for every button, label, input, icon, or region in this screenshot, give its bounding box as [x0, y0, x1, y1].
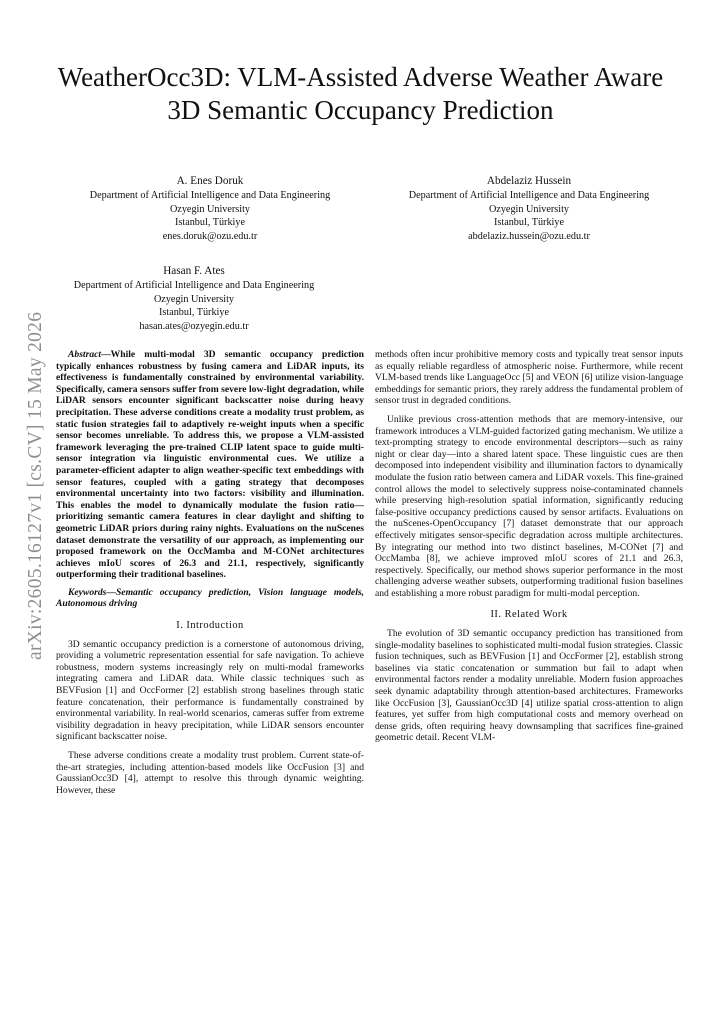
author-university: Ozyegin University	[169, 203, 251, 215]
author-email: abdelaziz.hussein@ozu.edu.tr	[468, 230, 590, 242]
author-email: hasan.ates@ozyegin.edu.tr	[139, 320, 249, 332]
author-name: Hasan F. Ates	[163, 265, 225, 277]
abstract-label: Abstract	[68, 349, 102, 360]
keywords-text: —Semantic occupancy prediction, Vision language models, Autonomous driving	[56, 586, 364, 610]
author-location: Istanbul, Türkiye	[494, 217, 564, 228]
author-department: Department of Artificial Intelligence and Data Engineering	[89, 190, 331, 201]
author-department: Department of Artificial Intelligence and Data Engineering	[408, 190, 650, 201]
author-location: Istanbul, Türkiye	[159, 307, 229, 318]
abstract	[56, 349, 364, 581]
author-block-1	[56, 174, 364, 243]
keywords-label: Keywords	[68, 586, 107, 598]
section-heading-introduction: I. Introduction	[176, 620, 244, 632]
section-heading-related-work: II. Related Work	[490, 609, 568, 621]
author-university: Ozyegin University	[153, 293, 235, 305]
left-column	[56, 349, 364, 796]
right-column	[375, 349, 683, 744]
author-block-3	[40, 264, 348, 333]
author-block-2	[375, 174, 683, 243]
paragraph: These adverse conditions create a modality trust problem. Current state-of-the-art strategies, including attention-based models like OccFusion [3] and GaussianOcc3D [4], attempt to resolve this through dynamic weighting. However, these	[56, 750, 364, 796]
paragraph: The evolution of 3D semantic occupancy prediction has transitioned from single-modality baselines to sophisticated multi-modal fusion strategies. Classic fusion techniques, such as BEVFusion [1] and OccFormer [2], establish strong baselines via static concatenation or summation but fail to adapt when environmental factors render a modality unreliable. Modern fusion approaches seek dynamic adaptability through attention-based architectures. Frameworks like OccFusion [3], GaussianOcc3D [4] utilize spatial cross-attention to align features, yet suffer from high computational costs and memory overhead on dense grids, often requiring heavy downsampling that sacrifices fine-grained geometric detail. Recent VLM-	[375, 628, 683, 744]
paragraph: methods often incur prohibitive memory costs and typically treat sensor inputs as equally reliable regardless of atmospheric noise. Furthermore, while recent VLM-based trends like LanguageOcc [5] and VEON [6] utilize vision-language embeddings for semantic priors, they rarely address the fundamental problem of sensor trust in degraded conditions.	[375, 349, 683, 407]
author-name: A. Enes Doruk	[176, 175, 244, 187]
author-name: Abdelaziz Hussein	[486, 175, 572, 187]
paragraph: 3D semantic occupancy prediction is a cornerstone of autonomous driving, providing a volumetric representation essential for safe navigation. To achieve robustness, modern systems increasingly rely on multi-modal frameworks integrating camera and LiDAR data. While classic techniques such as BEVFusion [1] and OccFormer [2] establish strong baselines through static feature concatenation, their performance is fundamentally constrained by environmental variability. In real-world scenarios, cameras suffer from extreme visibility degradation in heavy precipitation, while LiDAR sensors encounter significant backscatter noise.	[56, 638, 364, 743]
paper-title: WeatherOcc3D: VLM-Assisted Adverse Weather Aware 3D Semantic Occupancy Prediction	[57, 62, 664, 125]
paragraph: Unlike previous cross-attention methods that are memory-intensive, our framework introduces a VLM-guided factorized gating mechanism. We utilize a text-prompting strategy to encode environmental descriptors—such as rainy night or clear day—into a shared latent space. These linguistic cues are then decomposed into independent visibility and illumination factors to dynamically modulate the fusion ratio between camera and LiDAR voxels. This fine-grained control allows the model to selectively suppress noise-contaminated channels while preserving high-resolution spatial information, significantly reducing false-positive occupancy predictions caused by sensor artifacts. Evaluations on the nuScenes-OpenOccupancy [7] dataset demonstrate that our approach effectively mitigates sensor-specific degradation across multiple architectures. By integrating our method into two distinct baselines, M-CONet [7] and OccMamba [8], we achieve improved mIoU scores of 21.1 and 26.3, respectively. Specifically, our method shows superior performance in the most challenging adverse weather subsets, outperforming traditional fusion baselines and establishing a more robust paradigm for multi-modal perception.	[375, 413, 683, 599]
author-department: Department of Artificial Intelligence and Data Engineering	[73, 280, 315, 291]
keywords	[56, 587, 364, 610]
abstract-text: —While multi-modal 3D semantic occupancy prediction typically enhances robustness by fusing camera and LiDAR inputs, its effectiveness is fundamentally constrained by environmental variability. Specifically, camera sensors suffer from severe low-light degradation, while LiDAR sensors encounter significant backscatter noise during heavy precipitation. These adverse conditions create a modality trust problem, as static fusion strategies fail to adaptively re-weight inputs when a specific sensor becomes unreliable. To address this, we propose a VLM-assisted framework leveraging the pre-trained CLIP latent space to guide multi-sensor integration via linguistic environmental cues. We utilize a parameter-efficient adapter to align weather-specific text embeddings with sensor features, coupled with a gating strategy that decomposes environmental uncertainty into two factors: visibility and illumination. This enables the model to dynamically modulate the fusion ratio—prioritizing semantic camera features in clear daylight and shifting to geometric LiDAR priors during rainy nights. Evaluations on the nuScenes dataset demonstrate the versatility of our approach, as implementing our proposed framework on the OccMamba and M-CONet architectures achieves mIoU scores of 26.3 and 21.1, respectively, significantly outperforming their traditional baselines.	[56, 349, 364, 581]
author-university: Ozyegin University	[488, 203, 570, 215]
author-email: enes.doruk@ozu.edu.tr	[162, 230, 258, 242]
author-location: Istanbul, Türkiye	[175, 217, 245, 228]
